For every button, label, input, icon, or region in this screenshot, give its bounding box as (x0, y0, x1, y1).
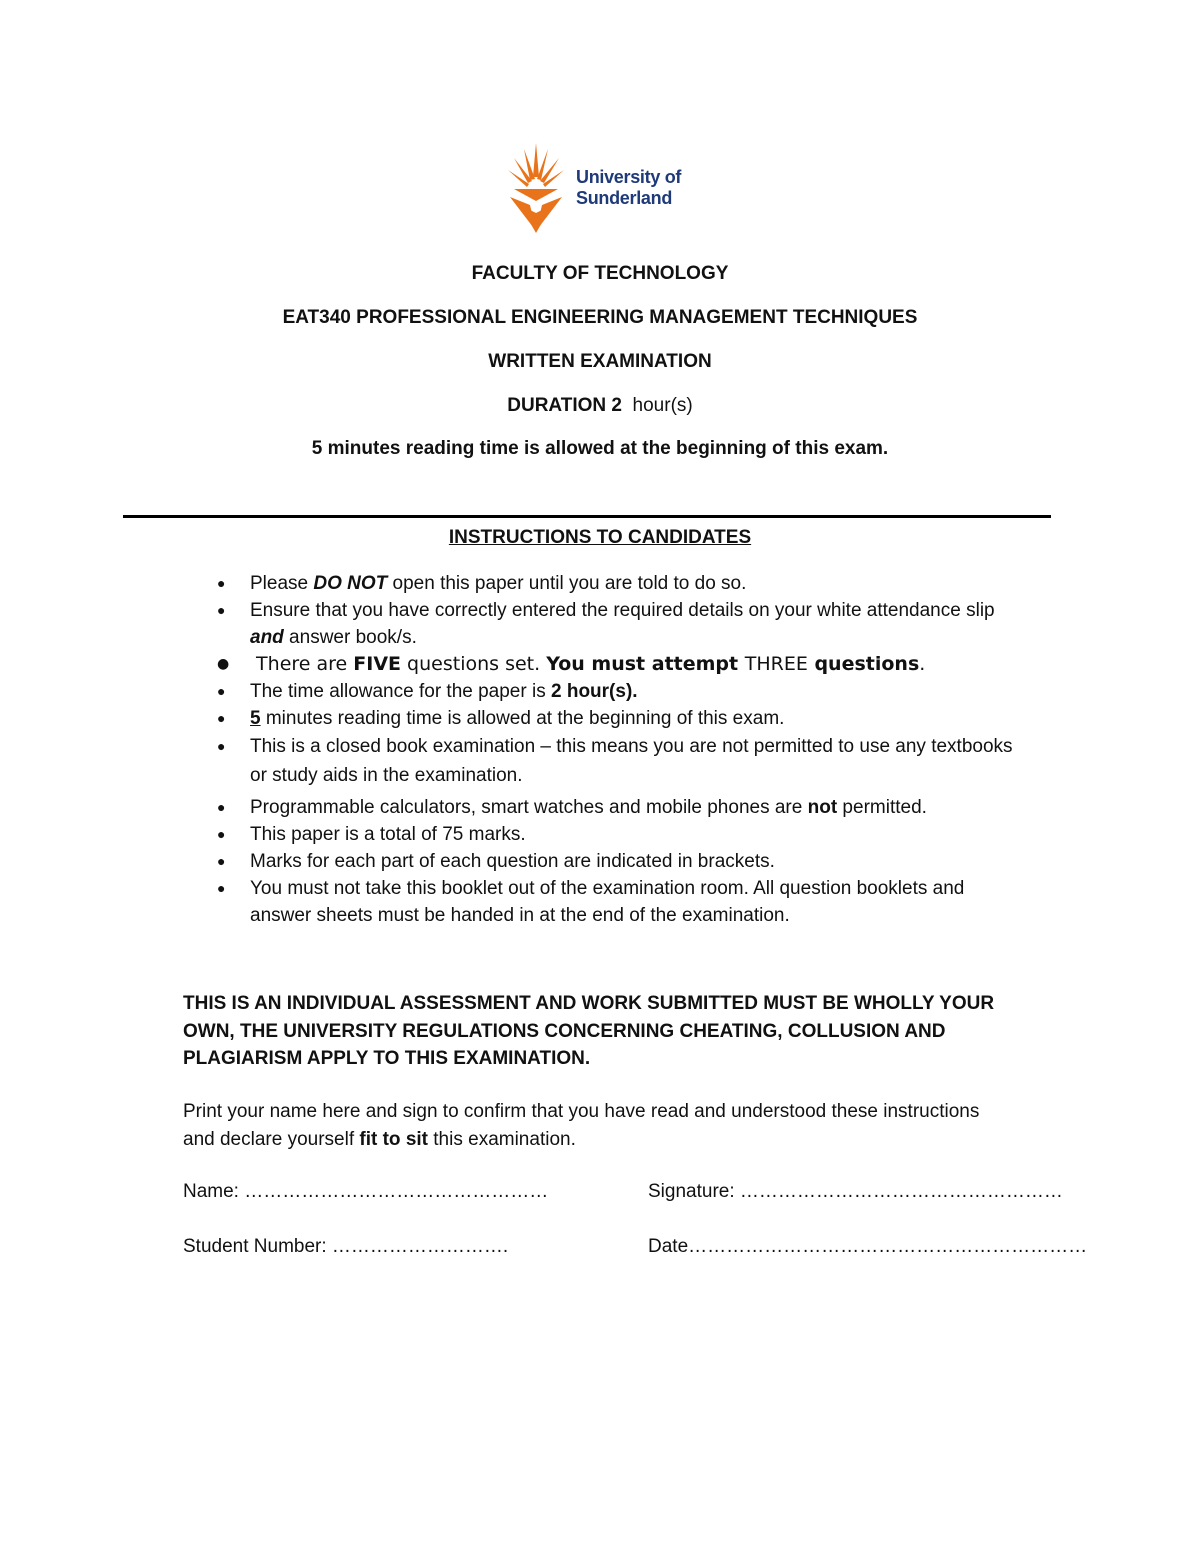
instruction-reading-time: ● 5 minutes reading time is allowed at the beginning of this exam. (215, 705, 1015, 732)
logo-line-1: University of (576, 167, 682, 187)
student-number-field[interactable]: Student Number: ………………………. (183, 1236, 509, 1257)
instruction-calculators: ● Programmable calculators, smart watches and mobile phones are not permitted. (215, 794, 1015, 821)
declaration-text: Print your name here and sign to confirm that you have read and understood these instructions and declare yourself fit to sit this examination. (183, 1101, 980, 1150)
instruction-details: ● Ensure that you have correctly entered the required details on your white attendance slip and answer book/s. (215, 597, 1015, 651)
name-field[interactable]: Name: ………………………………………… (183, 1181, 549, 1202)
instruction-booklet: ● You must not take this booklet out of the examination room. All question booklets and answer sheets must be handed in at the end of the examination. (215, 875, 1015, 929)
duration-line (0, 395, 1200, 417)
instruction-closed-book: ● This is a closed book examination – this means you are not permitted to use any textbooks or study aids in the examination. (215, 732, 1015, 790)
duration-unit: hour(s) (632, 395, 693, 416)
instruction-do-not-open: ● Please DO NOT open this paper until you are told to do so. (215, 570, 1015, 597)
logo-line-2: Sunderland (576, 188, 673, 208)
date-field[interactable]: Date……………………………………………………… (648, 1236, 1088, 1257)
reading-time-note: 5 minutes reading time is allowed at the beginning of this exam. (311, 438, 889, 459)
module-title: EAT340 PROFESSIONAL ENGINEERING MANAGEMENT TECHNIQUES (282, 307, 918, 328)
instruction-questions: ● There are FIVE questions set. You must attempt THREE questions. (215, 651, 1015, 678)
sunburst-emblem-icon (508, 143, 568, 235)
exam-type: WRITTEN EXAMINATION (488, 351, 712, 372)
instructions-title: INSTRUCTIONS TO CANDIDATES (448, 527, 752, 548)
instruction-time-allowance: ● The time allowance for the paper is 2 hour(s). (215, 678, 1015, 705)
duration-label: DURATION 2 (507, 395, 622, 416)
faculty-heading: FACULTY OF TECHNOLOGY (471, 263, 729, 284)
signature-field[interactable]: Signature: …………………………………………… (648, 1181, 1063, 1202)
instructions-list (215, 570, 1015, 929)
divider-rule (123, 515, 1051, 518)
instruction-marks-brackets: ● Marks for each part of each question are indicated in brackets. (215, 848, 1015, 875)
university-logo (508, 143, 708, 235)
instruction-total-marks: ● This paper is a total of 75 marks. (215, 821, 1015, 848)
assessment-warning: THIS IS AN INDIVIDUAL ASSESSMENT AND WORK SUBMITTED MUST BE WHOLLY YOUR OWN, THE UNIVERSITY REGULATIONS CONCERNING CHEATING, COLLUSION AND PLAGIARISM APPLY TO THIS EXAMINATION. (183, 993, 995, 1069)
